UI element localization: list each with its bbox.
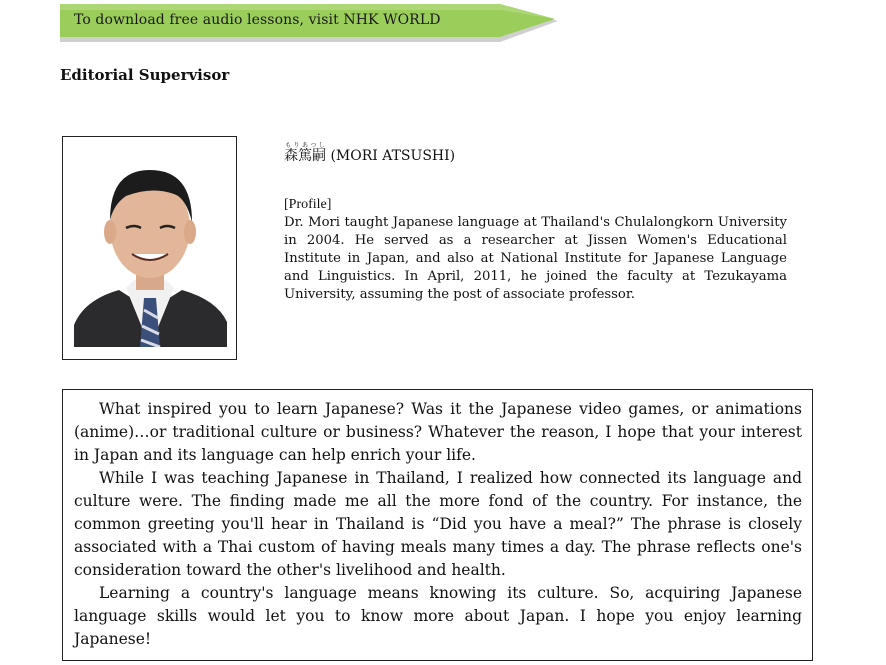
name-romaji: (MORI ATSUSHI) xyxy=(330,148,456,164)
portrait-photo-icon xyxy=(74,150,227,347)
name-kanji: 森篤嗣 xyxy=(284,148,326,164)
name-ruby: もりあつし xyxy=(284,142,326,149)
message-box xyxy=(62,389,813,661)
profile-label: [Profile] xyxy=(284,197,332,212)
message-paragraph: Learning a country's language means knowing its culture. So, acquiring Japanese language skills would let you to know more about Japan. I hope you enjoy learning Japanese! xyxy=(74,584,802,648)
section-title: Editorial Supervisor xyxy=(60,66,230,84)
supervisor-name xyxy=(284,142,455,165)
photo-frame xyxy=(62,136,237,360)
banner-text[interactable]: To download free audio lessons, visit NHK WORLD xyxy=(74,12,441,28)
message-paragraph: What inspired you to learn Japanese? Was it the Japanese video games, or animations (anime)…or traditional culture or business? Whatever the reason, I hope that your interest in Japan and its language can help enrich your life. xyxy=(74,400,802,464)
message-paragraph: While I was teaching Japanese in Thailand, I realized how connected its language and culture were. The finding made me all the more fond of the country. For instance, the common greeting you'll hear in Thailand is “Did you have a meal?” The phrase is closely associated with a Thai custom of having meals many times a day. The phrase reflects one's consideration toward the other's livelihood and health. xyxy=(74,469,802,579)
nhk-download-banner[interactable] xyxy=(60,4,560,40)
profile-text: Dr. Mori taught Japanese language at Thailand's Chulalongkorn University in 2004. He served as a researcher at Jissen Women's Educational Institute in Japan, and also at National Institute for Japanese Language and Linguistics. In April, 2011, he joined the faculty at Tezukayama University, assuming the post of associate professor. xyxy=(284,215,787,302)
